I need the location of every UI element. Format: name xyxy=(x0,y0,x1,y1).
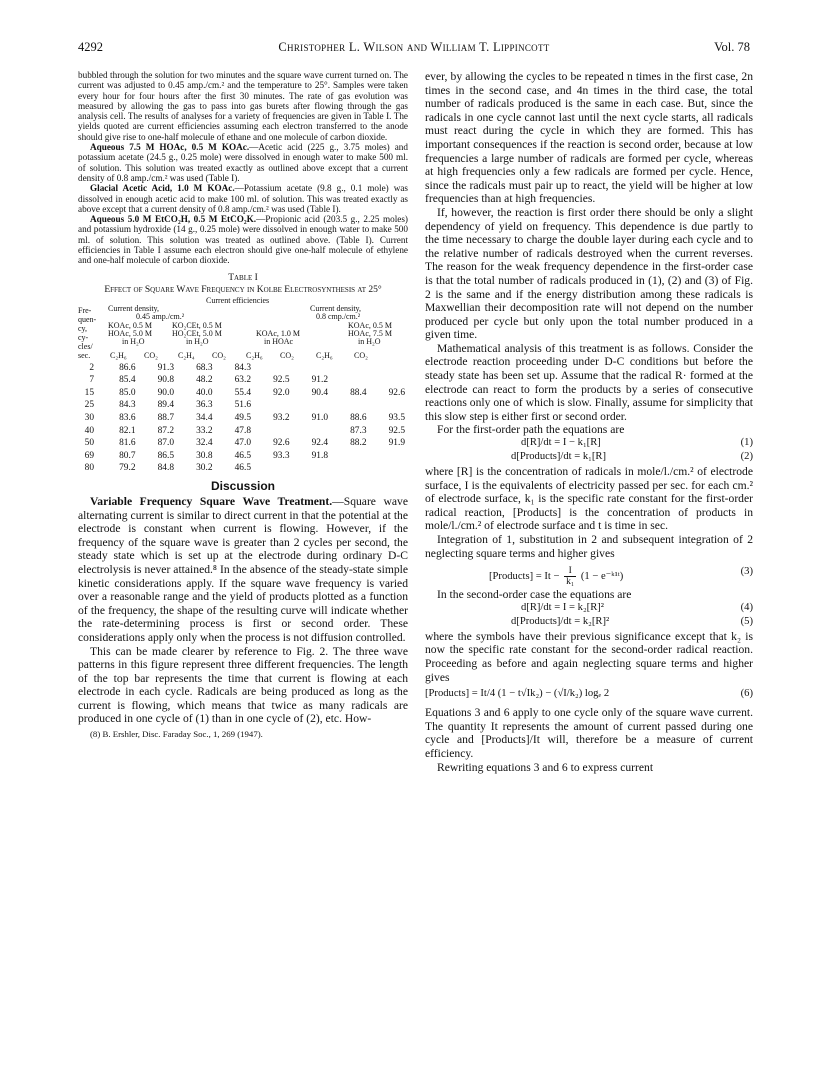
page-number: 4292 xyxy=(78,40,103,54)
body-paragraph: This can be made clearer by reference to Fig. 2. The three wave patterns in this figure represent three different frequencies. The length of the top bar represents the time that current is flowing at each electrode in each cycle. Radicals are being produced as long as the current is flowing, which means that twice as many radicals are produced in one cycle of (1) than in one cycle of (2), etc. How- xyxy=(78,644,408,726)
table-cell: 92.4 xyxy=(311,438,328,449)
table-cell: 80.7 xyxy=(119,450,136,461)
table-cell: 91.9 xyxy=(388,438,405,449)
table-cell: 93.3 xyxy=(273,450,290,461)
table-cell: 89.4 xyxy=(157,400,174,411)
table-header-cell: cy, xyxy=(78,323,88,333)
table-cell: 88.4 xyxy=(350,387,367,398)
table-cell: 92.5 xyxy=(388,425,405,436)
table-cell: 91.8 xyxy=(311,450,328,461)
equation-6 xyxy=(425,688,753,702)
table-cell: 88.6 xyxy=(350,413,367,424)
table-cell-frequency: 80 xyxy=(84,463,94,474)
table-cell: 68.3 xyxy=(196,362,213,373)
table-header-cell: in HOAc xyxy=(264,336,294,346)
table-cell xyxy=(293,399,332,412)
table-header-cell: HOAc, 7.5 M xyxy=(348,328,392,338)
experimental-paragraph xyxy=(78,214,408,265)
table-header-cell: KOAc, 1.0 M xyxy=(256,328,300,338)
table-cell: 30.2 xyxy=(196,463,213,474)
table-cell xyxy=(370,374,409,387)
equation-1 xyxy=(425,437,753,451)
table-cell xyxy=(254,462,293,475)
table-row xyxy=(78,450,408,463)
table-cell-frequency: 40 xyxy=(84,425,94,436)
body-paragraph: For the first-order path the equations are xyxy=(437,423,625,437)
table-header-cell: in H₂O xyxy=(186,336,209,346)
table-cell: 32.4 xyxy=(196,438,213,449)
table-header-cell: 0.8 cmp./cm.² xyxy=(316,311,361,321)
table-cell xyxy=(370,462,409,475)
table-cell: 48.2 xyxy=(196,375,213,386)
experimental-paragraph xyxy=(78,142,408,183)
body-paragraph: Mathematical analysis of this treatment is as follows. Consider the electrode reaction proceeding under D-C conditions but before the steady state has been set up. Assume that the radical R· formed at the electrode can react to form the products by a series of consecutive reactions only one of which is slow. Finally, assume for simplicity that this slow step is either first or second order. xyxy=(425,341,753,423)
table-cell: 87.2 xyxy=(157,425,174,436)
table-header-cell: KOAc, 0.5 M xyxy=(348,320,392,330)
table-cell: 90.0 xyxy=(157,387,174,398)
table-cell: 88.7 xyxy=(157,413,174,424)
table-cell-frequency: 50 xyxy=(84,438,94,449)
table-cell: 87.0 xyxy=(157,438,174,449)
table-cell: 91.3 xyxy=(157,362,174,373)
table-header-cell: Current density, xyxy=(108,303,160,313)
table-header xyxy=(78,297,408,372)
volume-label: Vol. 78 xyxy=(714,40,750,54)
table-cell: 63.2 xyxy=(234,375,251,386)
equation-part: [Products] = It − xyxy=(489,571,560,583)
table-cell xyxy=(331,462,370,475)
table-cell: 46.5 xyxy=(234,463,251,474)
procedure-heading: Aqueous 5.0 M EtCO₂H, 0.5 M EtCO₂K. xyxy=(90,214,257,225)
table-cell: 92.5 xyxy=(273,375,290,386)
table-row xyxy=(78,374,408,387)
table-cell: 55.4 xyxy=(234,387,251,398)
table-cell: 47.8 xyxy=(234,425,251,436)
table-header-cell: CO₂ xyxy=(212,350,226,360)
table-cell xyxy=(254,425,293,438)
table-header-cell: Current efficiencies xyxy=(206,295,270,305)
table-header-cell: HO₂CEt, 5.0 M xyxy=(172,328,222,338)
table-cell xyxy=(331,399,370,412)
table-cell: 92.6 xyxy=(273,438,290,449)
table-cell: 33.2 xyxy=(196,425,213,436)
equation-3 xyxy=(425,560,753,588)
table-cell: 92.0 xyxy=(273,387,290,398)
equation-text: d[R]/dt = I = k₂[R]² xyxy=(521,601,604,613)
table-caption: Effect of Square Wave Frequency in Kolbe Electrosynthesis at 25° xyxy=(104,284,382,295)
equation-number: (6) xyxy=(740,688,753,700)
table-cell: 84.3 xyxy=(234,362,251,373)
body-paragraph: Rewriting equations 3 and 6 to express current xyxy=(437,760,654,774)
table-cell-frequency: 30 xyxy=(84,413,94,424)
table-cell: 34.4 xyxy=(196,413,213,424)
table-cell-frequency: 2 xyxy=(89,362,94,373)
table-cell xyxy=(293,425,332,438)
table-cell: 86.5 xyxy=(157,450,174,461)
body-paragraph: where the symbols have their previous significance except that k₂ is now the specific rate constant for the second-order radical reaction. Proceeding as before and again neglecting square terms and higher gives xyxy=(425,629,753,684)
table-header-cell: HOAc, 5.0 M xyxy=(108,328,152,338)
table-cell xyxy=(370,399,409,412)
table-header-cell: CO₂ xyxy=(280,350,294,360)
fraction xyxy=(564,566,576,587)
table-cell: 84.8 xyxy=(157,463,174,474)
table-cell-frequency: 7 xyxy=(89,375,94,386)
table-header-cell: cy- xyxy=(78,332,89,342)
table-cell: 82.1 xyxy=(119,425,136,436)
table-header-cell: C₂H₆ xyxy=(246,350,263,360)
body-paragraph: In the second-order case the equations are xyxy=(437,588,632,602)
table-cell: 90.8 xyxy=(157,375,174,386)
table-cell: 30.8 xyxy=(196,450,213,461)
equation-2 xyxy=(425,451,753,465)
equation-text xyxy=(489,566,623,587)
table-cell: 87.3 xyxy=(350,425,367,436)
table-cell: 81.6 xyxy=(119,438,136,449)
experimental-paragraph xyxy=(78,183,408,214)
table-cell: 47.0 xyxy=(234,438,251,449)
table-cell: 85.0 xyxy=(119,387,136,398)
table-header-cell: KO₂CEt, 0.5 M xyxy=(172,320,222,330)
equation-5 xyxy=(425,616,753,630)
table-header-cell: Fre- xyxy=(78,305,92,315)
table-header-cell: in H₂O xyxy=(122,336,145,346)
equation-number: (3) xyxy=(740,566,753,578)
equation-text: d[Products]/dt = k₁[R] xyxy=(511,451,606,463)
section-heading: Discussion xyxy=(210,478,276,493)
procedure-heading: Aqueous 7.5 M HOAc, 0.5 M KOAc. xyxy=(90,142,250,153)
procedure-heading: Glacial Acetic Acid, 1.0 M KOAc. xyxy=(90,183,235,194)
equation-number: (4) xyxy=(740,601,753,613)
table-cell xyxy=(331,374,370,387)
table-cell: 49.5 xyxy=(234,413,251,424)
equation-text: d[Products]/dt = k₂[R]² xyxy=(511,615,610,627)
table-cell: 91.0 xyxy=(311,413,328,424)
table-cell: 93.5 xyxy=(388,413,405,424)
table-cell-frequency: 15 xyxy=(84,387,94,398)
table-row xyxy=(78,412,408,425)
table-row xyxy=(78,399,408,412)
table-header-cell: 0.45 amp./cm.² xyxy=(136,311,185,321)
equation-number: (2) xyxy=(740,451,753,463)
body-paragraph: where [R] is the concentration of radicals in mole/l./cm.² of electrode surface, I is the equivalents of electricity passed per sec. for each cm.² of electrode surface, k₁ is the specific rate constant for the first-order radical reaction, [Products] is the concentration of products in mole/l./cm.² of electrode surface and t is time in sec. xyxy=(425,465,753,533)
table-cell: 51.6 xyxy=(234,400,251,411)
table-cell: 88.2 xyxy=(350,438,367,449)
equation-number: (5) xyxy=(740,615,753,627)
table-cell: 86.6 xyxy=(119,362,136,373)
right-column xyxy=(425,70,753,774)
table-cell: 84.3 xyxy=(119,400,136,411)
table-header-cell: CO₂ xyxy=(144,350,158,360)
body-paragraph: If, however, the reaction is first order there should be only a slight dependency of yield on frequency. This dependence is due partly to the time necessary to charge the double layer during each cycle and to the relative number of radicals destroyed when the current reverses. The reason for the weak frequency dependence in the first-order case is that the total number of radicals produced in (1), (2) and (3) of Fig. 2 is the same and if the energy distribution among these radicals is Maxwellian their decomposition rate will not depend on the number produced per cycle but only upon the total number produced in a given time. xyxy=(425,205,753,342)
table-title: Table I xyxy=(228,272,258,283)
footnote: (8) B. Ershler, Disc. Faraday Soc., 1, 269 (1947). xyxy=(90,729,263,740)
data-table xyxy=(78,362,408,475)
table-cell xyxy=(254,399,293,412)
body-paragraph: Integration of 1, substitution in 2 and subsequent integration of 2 neglecting square terms and higher gives xyxy=(425,533,753,560)
left-column xyxy=(78,70,408,740)
table-row xyxy=(78,437,408,450)
table-header-cell: cles/ xyxy=(78,341,93,351)
body-paragraph xyxy=(78,495,408,645)
equation-text: d[R]/dt = I − k₁[R] xyxy=(521,437,601,449)
body-paragraph: ever, by allowing the cycles to be repeated n times in the first case, 2n times in the second case, and 4n times in the third case, the total number of radicals produced is the same in each case. But, since the radicals in one cycle cannot last until the next cycle starts, all radicals must react during the cycle in which they are formed. This has important consequences if the reaction is second order, because at low frequencies a large number of radicals are formed per cycle, whereas at high frequencies only a few radicals are formed per cycle. Hence, since the radicals must pair up to react, the yield will be higher at low frequencies than at high frequencies. xyxy=(425,70,753,206)
fraction-numerator: I xyxy=(564,566,576,577)
table-cell xyxy=(331,450,370,463)
page-header xyxy=(78,40,750,58)
table-header-cell: C₂H₄ xyxy=(178,350,195,360)
table-header-cell: C₂H₆ xyxy=(316,350,333,360)
running-title: Christopher L. Wilson and William T. Lippincott xyxy=(278,40,550,54)
table-header-cell: sec. xyxy=(78,350,91,360)
table-row xyxy=(78,462,408,475)
table-cell: 93.2 xyxy=(273,413,290,424)
paragraph-text: —Square wave alternating current is similar to direct current in that the potential at the electrode is constant when current is flowing. However, if the frequency of the square wave is greater than 2 cycles per second, the steady state which is set up at the electrode during ordinary D-C electrolysis is never attained.⁸ In the absence of the steady-state simple kinetic considerations apply. If the square wave frequency is varied over a reasonable range and the yield of products plotted as a function of the frequency, the shape of the resulting curve will indicate whether the rate-determining process is first or second order. These considerations apply only when the process is not diffusion controlled. xyxy=(78,494,408,644)
procedure-text: —Acetic acid (225 g., 3.75 moles) and potassium acetate (24.5 g., 0.25 mole) were dissolved in enough water to make 500 ml. of solution. This solution was treated exactly as outlined above except that a current density of 0.8 amp./cm.² was used (Table I). xyxy=(78,142,408,183)
table-cell: 83.6 xyxy=(119,413,136,424)
table-cell-frequency: 69 xyxy=(84,450,94,461)
table-header-cell: C₂H₆ xyxy=(110,350,127,360)
table-header-cell: CO₂ xyxy=(354,350,368,360)
equation-number: (1) xyxy=(740,437,753,449)
table-header-cell: quen- xyxy=(78,314,97,324)
table-cell: 46.5 xyxy=(234,450,251,461)
table-cell: 92.6 xyxy=(388,387,405,398)
equation-text: [Products] = It/4 (1 − t√Ik₂) − (√I/k₂) logₑ 2 xyxy=(425,688,610,700)
table-cell xyxy=(293,462,332,475)
table-cell-frequency: 25 xyxy=(84,400,94,411)
table-header-cell: in H₂O xyxy=(358,336,381,346)
procedure-text: —Potassium acetate (9.8 g., 0.1 mole) was dissolved in enough acetic acid to make 100 ml. of solution. This was treated exactly as above except that a current density of 0.8 amp./cm.² was used (Table I). xyxy=(78,183,408,214)
table-cell: 40.0 xyxy=(196,387,213,398)
table-cell: 36.3 xyxy=(196,400,213,411)
table-row xyxy=(78,387,408,400)
fraction-denominator: k₁ xyxy=(566,577,575,588)
experimental-paragraph: bubbled through the solution for two minutes and the square wave current turned on. The current was adjusted to 0.45 amp./cm.² and the temperature to 25°. Samples were taken every hour for four hours after the first 30 minutes. The rate of gas evolution was measured by allowing the gas to pass into gas burets after flowing through the gas analysis cell. The results of analyses for a variety of frequencies are given in Table I. The yields quoted are current efficiencies assuming each electron transferred to the anode should give rise to one-half molecule of ethane and one molecule of carbon dioxide. xyxy=(78,70,408,142)
procedure-text: —Propionic acid (203.5 g., 2.25 moles) and potassium hydroxide (14 g., 0.25 mole) were dissolved in enough water to make 500 ml. of solution. This solution was treated as outlined above. (Table I). Current efficiencies in Table I assume each electron should give one-half molecule of ethylene and one-half molecule of carbon dioxide. xyxy=(78,214,408,266)
equation-4 xyxy=(425,602,753,616)
table-cell: 91.2 xyxy=(311,375,328,386)
table-header-cell: KOAc, 0.5 M xyxy=(108,320,152,330)
table-cell xyxy=(370,450,409,463)
table-cell: 90.4 xyxy=(311,387,328,398)
subsection-heading: Variable Frequency Square Wave Treatment. xyxy=(90,494,333,508)
table-cell: 85.4 xyxy=(119,375,136,386)
equation-part: (1 − e⁻ᵏ¹ᵗ) xyxy=(580,571,624,583)
table-header-cell: Current density, xyxy=(310,303,362,313)
table-cell: 79.2 xyxy=(119,463,136,474)
table-row xyxy=(78,425,408,438)
body-paragraph: Equations 3 and 6 apply to one cycle only of the square wave current. The quantity It represents the amount of current passed during one cycle and [Products]/It will, therefore be a measure of current efficiency. xyxy=(425,706,753,760)
